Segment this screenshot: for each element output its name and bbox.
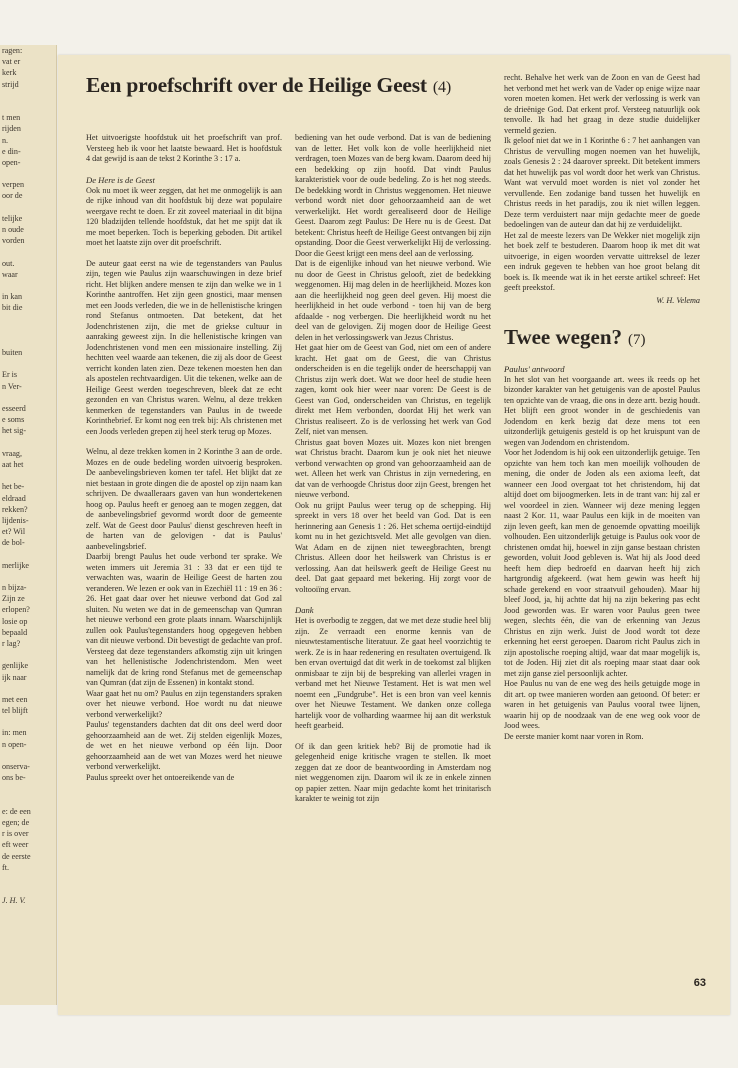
previous-page-line: n Ver- [2,381,22,391]
body-paragraph: Hoe Paulus nu van de ene weg des heils getuigde moge in dit art. op twee manieren worden aan getoond. Of beter: er waren in het getuigenis van Paulus vooral twee lijnen, waarin hij op de noodzaak van de ene weg ook voor de Jood wees. [504,679,700,730]
previous-page-line: merlijke [2,560,29,570]
previous-page-line: aat het [2,459,24,469]
previous-page-line [0,470,56,481]
body-paragraph: Daarbij brengt Paulus het oude verbond ter sprake. We weten immers uit Jeremia 31 : 33 dat er een tijd te verwachten was, waarin de Heilige Geest de harten zou veranderen. We lezen er ook van in Ezechiël 11 : 19 en 36 : 26. Het gaat daar over het nieuwe verbond dat God zal sluiten. Nu weten we dat in de gemeenschap van Qumran het nieuwe verbond een grote plaats innam. Waarschijnlijk zullen ook Paulus'tegenstanders hoog opgegeven hebben van dit nieuwe verbond. Dit bevestigt de gedachte van prof. Versteeg dat deze tegenstanders afkomstig zijn uit kringen van het hellenistische Jodenchristendom. Men weet namelijk dat de kring rond Stefanus met de gemeenschap van Qumran (dat zijn de Essenen) in kontakt stond. [86,552,282,687]
article2-body [504,364,700,743]
previous-page-line: ijk naar [2,672,27,682]
column-3 [504,73,700,742]
previous-page-line [0,101,56,112]
article1-signature: W. H. Velema [656,295,700,305]
previous-page-line: open- [2,157,21,167]
article2-title-number: (7) [628,331,646,348]
previous-page-line: eft weer [2,840,29,850]
paragraph-gap [86,437,282,447]
previous-page-line: buiten [2,348,23,358]
previous-page-line: r lag? [2,638,21,648]
body-paragraph: Ik geloof niet dat we in 1 Korinthe 6 : 7 het aanhangen van Christus de vervulling mogen noemen van het huwelijk, zoals Genesis 2 : 24 daarover spreekt. Dit betekent immers dat het huwelijk pas vol wordt door het werk van Christus. Want wat vervuld moet worden is niet vol zonder het vervullende. Een zodanige band tussen het huwelijk en Christus reeds in het paradijs, zou ik niet willen leggen. Deze term verduistert naar mijn gedachte meer de goede bedoelingen van de auteur dan dat hij ze verduidelijkt. [504,136,700,229]
magazine-page [58,55,730,1015]
previous-page-line: bit die [2,303,23,313]
previous-page-line [0,716,56,727]
previous-page-line: Zijn ze [2,594,25,604]
body-paragraph: Het is overbodig te zeggen, dat we met deze studie heel blij zijn. Ze verraadt een enorme kennis van de nieuwtestamentische literatuur. Ze gaat heel voorzichtig te werk. Ze is in haar redenering en resultaten overtuigend. Ik ben ervan overtuigd dat dit werk in de toekomst zal blijken onmisbaar te zijn bij de bespreking van allerlei vragen in verband met het Nieuwe Testament. Het is wat men wel noemt een „Fundgrube". Het is een bron van veel kennis over het Nieuwe Testament. We danken onze collega hartelijk voor de volharding waarmee hij aan dit werkstuk heeft gearbeid. [295,616,491,730]
previous-page-line: n open- [2,739,27,749]
previous-page-line [0,873,56,884]
previous-page-line: tel blijft [2,706,28,716]
previous-page-line: e soms [2,415,25,425]
previous-page-line: rijden [2,124,21,134]
article1-title-text: Een proefschrift over de Heilige Geest [86,73,427,97]
previous-page-line: de bol- [2,538,25,548]
body-paragraph: Paulus' tegenstanders dachten dat dit ons deel werd door gehoorzaamheid aan de wet. Zij stelden eigenlijk Mozes, de wet en het nieuwe verbond op één lijn. Door gehoorzaamheid aan de wet van Mozes werd het nieuwe verbond verwerkelijkt. [86,720,282,771]
previous-page-line: waar [2,269,18,279]
body-paragraph: Ook nu moet ik weer zeggen, dat het me onmogelijk is aan de rijke inhoud van dit hoofdstuk bij deze wat populaire weergave recht te doen. Er zit zoveel materiaal in dit bijna 120 bladzijden tellende hoofdstuk, dat het me spijt dat ik me moet beperken. Toch is beperking geboden. Dit artikel moet het laatste zijn over dit proefschrift. [86,185,282,247]
body-paragraph: De eerste manier komt naar voren in Rom. [504,731,644,741]
previous-page-line: losie op [2,616,28,626]
previous-page-line: Er is [2,370,18,380]
previous-page-line: verpen [2,180,25,190]
paragraph-gap [86,165,282,175]
body-paragraph: In het slot van het voorgaande art. wees ik reeds op het bizonder karakter van het getuigenis van de apostel Paulus ten opzichte van de vraag, die ons in deze artt. bezig houdt. Het blijft een groot wonder in de geschiedenis van Jodendom en kerk bezig dat deze mens tot een uitzonderlijk getuigenis gesteld is op het kruispunt van de wegen van Jodendom en christendom. [504,374,700,447]
previous-page-line [0,683,56,694]
previous-page-line: rekken? [2,504,28,514]
previous-page-line [0,314,56,325]
previous-page-line [0,783,56,794]
previous-page-line: et? Wil [2,527,26,537]
section-subheading: De Here is de Geest [86,174,155,185]
previous-page-line: het be- [2,482,25,492]
previous-page-line: n bijza- [2,583,27,592]
previous-page-line: e din- [2,146,21,156]
previous-page-line: onserva- [2,762,30,771]
previous-page-line: strijd [2,79,19,89]
previous-page-line [0,392,56,403]
previous-page-edge [0,45,57,1005]
previous-page-line: J. H. V. [2,896,26,906]
previous-page-line [0,649,56,660]
previous-page-line [0,358,56,369]
previous-page-line: r is over [2,829,29,839]
previous-page-line: t men [2,113,21,123]
previous-page-line [0,750,56,761]
previous-page-line: eldraad [2,493,26,503]
previous-page-line: bepaald [2,627,28,637]
previous-page-line: egen; de [2,817,30,827]
previous-page-line [0,795,56,806]
previous-page-line [0,884,56,895]
body-paragraph: Paulus spreekt over het ontoereikende van de [86,772,235,782]
previous-page-line: in: men [2,728,27,738]
previous-page-line [0,548,56,559]
previous-page-line: e: de een [2,806,31,816]
previous-page-line: telijke [2,213,23,223]
previous-page-line: ragen: [2,46,23,55]
body-paragraph: Voor het Jodendom is hij ook een uitzonderlijk getuige. Ten opzichte van hem toch kan men moeilijk volhouden de mening, die onder de Joden als een axioma leeft, dat wanneer een Jood overgaat tot het christendom, hij dat altijd doet om bijoogmerken. Iets in de trant van: hij zal er wel voordeel in zien. Wanneer wij deze mening leggen naast 2 Kor. 11, waar Paulus een kijk in de moeiten van zijn leven geeft, kan men de genoemde opvatting moeilijk volhouden. Een uitzonderlijk getuige is Paulus ook voor de christenen omdat hij, hoewel in zijn ganse bestaan christen geworden, voluit Jood gebleven is. Wat hij als Jood deed heeft hem diep bedroefd en daarvan heeft hij zich hartgrondig afgekeerd. (wat hem gewin was heeft hij schade gerekend en voor straatvuil gehouden). Maar hij bleef Jood, ja, hij achtte dat hij na zijn bekering pas echt Jood geworden was. Er waren voor Paulus geen twee wegen, slechts één, die van de erkenning van Jezus Christus en zijn werk. Juist de Jood wordt tot deze erkenning het eerst geroepen. Daarom richt Paulus zich in zijn apostolische roeping altijd, waar dat maar mogelijk is, tot de Joden. Hij ziet dit als roeping maar staat daar ook met zijn ganse ziel persoonlijk achter. [504,448,700,678]
page-content [86,73,711,993]
previous-page-line [0,280,56,291]
column-1 [86,133,282,783]
previous-page-line: het sig- [2,426,27,436]
previous-page-line [0,168,56,179]
previous-page-line: vat er [2,57,21,67]
previous-page-line: ft. [2,862,9,872]
body-paragraph: Welnu, al deze trekken komen in 2 Korinthe 3 aan de orde. Mozes en de oude bedeling worden uitvoerig besproken. De aanbevelingsbrieven komen ter tafel. Het blijkt dat ze niet bestaan in grote dingen die de apostel op zijn naam kan schrijven. De dwaalleraars gaven van hun wondertekenen hoog op. Paulus heeft er genoeg aan te mogen zeggen, dat de aanbevelingsbrief gevormd wordt door de gemeente zelf. Wat de Geest door Paulus' dienst geschreven heeft in de harten van de gelovigen - dat is Paulus' aanbevelingsbrief. [86,447,282,551]
previous-page-line: kerk [2,68,17,78]
body-paragraph: Het gaat hier om de Geest van God, niet om een of andere kracht. Het gaat om de Geest, die van Christus onderscheiden is en die tegelijk onder de heerschappij van Christus zijn werk doet. Wat we door heel de studie heen zagen, komt ook hier weer naar voren: De Geest is de Geest van God, onderscheiden van Christus, en tegelijk direkt met Hem verbonden, doordat Hij het werk van Christus realiseert. Zo is de verlossing het werk van God Zelf, niet van mensen. [295,343,491,436]
previous-page-line [0,246,56,257]
article1-title-number: (4) [432,79,451,96]
previous-page-line: out. [2,258,15,268]
section-subheading: Dank [295,605,314,615]
body-paragraph: Het zal de meeste lezers van De Wekker niet mogelijk zijn het boek zelf te bestuderen. Daarom hoop ik met dit wat uitvoerige, in eigen woorden vervatte uittreksel de lezer een indruk gegeven te hebben van hoe groot belang dit boek is. Ik meende wat ik in het eerste artikel schreef: Het geeft preekstof. [504,230,700,292]
previous-page-line [0,437,56,448]
article1-title [86,73,496,98]
page-number: 63 [693,977,706,989]
column-2 [295,133,491,805]
body-paragraph: Of ik dan geen kritiek heb? Bij de promotie had ik gelegenheid enige kritische vragen te stellen. Ik moet zeggen dat ze door de beantwoording in Amsterdam nog niet weggenomen zijn. Daarom wil ik ze in enkele zinnen op papier zetten. Naar mijn gedachte komt het trinitarisch karakter te weinig tot zijn [295,741,491,803]
paragraph-gap [295,732,491,742]
article2-title-text: Twee wegen? [504,324,622,349]
previous-page-line: oor de [2,191,23,201]
previous-page-line: esseerd [2,404,26,413]
body-paragraph: Christus gaat boven Mozes uit. Mozes kon niet brengen wat Christus bracht. Daarom kun je ook niet het nieuwe verbond verwachten op grond van gehoorzaamheid aan de wet. Alleen het werk van Christus in zijn vernedering, en dat van de verhoogde Christus door zijn Geest, brengen het nieuwe verbond. [295,437,491,499]
body-paragraph: Dat is de eigenlijke inhoud van het nieuwe verbond. Wie nu door de Geest in Christus gelooft, ziet de bedekking weggenomen. Hij mag delen in de heerlijkheid. Mozes kon aan die heerlijkheid nog geen deel geven. Hij moest die heerlijkheid in het oude verbond - toen hij van de berg afdaalde - nog verbergen. Die heerlijkheid wordt nu het deel van de gelovigen. Zij mogen door de Heilige Geest delen in het verlossingswerk van Jezus Christus. [295,259,491,342]
previous-page-line: n. [2,135,9,145]
paragraph-gap [295,595,491,605]
article1-continuation [504,73,700,294]
body-paragraph: Ook nu grijpt Paulus weer terug op de schepping. Hij spreekt in vers 18 over het beeld van God. Dat is een herinnering aan Genesis 1 : 26. Het schema oertijd-eindtijd komt nu in het gezichtsveld. Met alle gevolgen van dien. Wat Adam en de zijnen niet teweegbrachten, brengt Christus. Alleen door het heilswerk van Christus is er verlossing. Aan dat heilswerk geeft de Heilige Geest nu deel. Dat gaat gepaard met bekering. Hij zorgt voor de voltooiïng ervan. [295,500,491,594]
body-paragraph: recht. Behalve het werk van de Zoon en van de Geest had het verbond met het werk van de Vader op enige wijze naar voren moeten komen. Het werk der verlossing is werk van de drieënige God. Dat erkent prof. Versteeg natuurlijk ook tenvolle. Ik had het graag in deze studie duidelijker vermeld gezien. [504,73,700,135]
previous-page-line [0,202,56,213]
previous-page-line [0,90,56,101]
previous-page-line [0,325,56,336]
section-subheading: Paulus' antwoord [504,363,565,374]
body-paragraph: Waar gaat het nu om? Paulus en zijn tegenstanders spraken over het nieuwe verbond. Hoe wordt nu dat nieuwe verbond verwerkelijkt? [86,688,282,719]
paragraph-gap [86,249,282,259]
body-paragraph: De auteur gaat eerst na wie de tegenstanders van Paulus zijn, tegen wie Paulus zijn waarschuwingen in deze brief richt. Het blijken andere mensen te zijn dan welke we in 1 Korinthe aantroffen. Het zijn geen gnostici, maar mensen met een Joods verleden, die we in de hellenistische kringen rond Stefanus ontmoeten. Dat betekent, dat het Jodenchristenen zijn, die met de griekse cultuur in aanraking geweest zijn. In die hellenistische kringen van Jodenchristenen vond men een missionaire instelling. Zij hechtten veel waarde aan tekenen, die zij als door de Geest verricht konden laten zien. Deze tekenen moesten hen dan als apostelen rechtvaardigen. Uit die tekenen, welke aan de Heilige Geest werden toegeschreven, bleek dat ze echt gezonden en van Christus waren. Welnu, al deze trekken kenmerken de tegenstanders van Paulus in de tweede Korinthebrief. Er komt nog een trek bij: Als christenen met een Joods verleden grepen zij heel sterk terug op Mozes. [86,258,282,436]
previous-page-line [0,336,56,347]
previous-page-line: in kan [2,292,23,302]
previous-page-line: vraag, [2,448,22,458]
previous-page-line: ons be- [2,773,26,783]
previous-page-line: erlopen? [2,605,30,615]
previous-page-line: vorden [2,236,25,246]
body-paragraph: Het uitvoerigste hoofdstuk uit het proefschrift van prof. Versteeg heb ik voor het laatste bewaard. Het is hoofdstuk 4 dat gewijd is aan de tekst 2 Korinthe 3 : 17 a. [86,133,282,163]
previous-page-line: n oude [2,225,24,234]
previous-page-line: genlijke [2,661,29,671]
previous-page-line: lijdenis- [2,515,29,525]
previous-page-line: met een [2,694,28,704]
previous-page-line: de eerste [2,851,31,861]
body-paragraph: bediening van het oude verbond. Dat is van de bediening van de letter. Het volk kon de volle heerlijkheid niet verdragen, toen Mozes van de berg kwam. Daarom deed hij een bedekking op zijn hoofd. Dat vindt Paulus karakteristiek voor de oude bedeling. Zo is het nog steeds. De bedekking wordt in Christus weggenomen. Het nieuwe verbond wordt niet door gehoorzaamheid aan de wet verwerkelijkt. Het wordt gerealiseerd door de Heilige Geest. Daarom zegt Paulus: De Here nu is de Geest. Dat betekent: Christus heeft de Heilige Geest ontvangen bij zijn opstanding. Door die Geest verwerkelijkt Hij de verlossing. Door die Geest krijgt een mens deel aan de verlossing. [295,133,491,258]
article2-title [504,325,700,350]
previous-page-line [0,571,56,582]
